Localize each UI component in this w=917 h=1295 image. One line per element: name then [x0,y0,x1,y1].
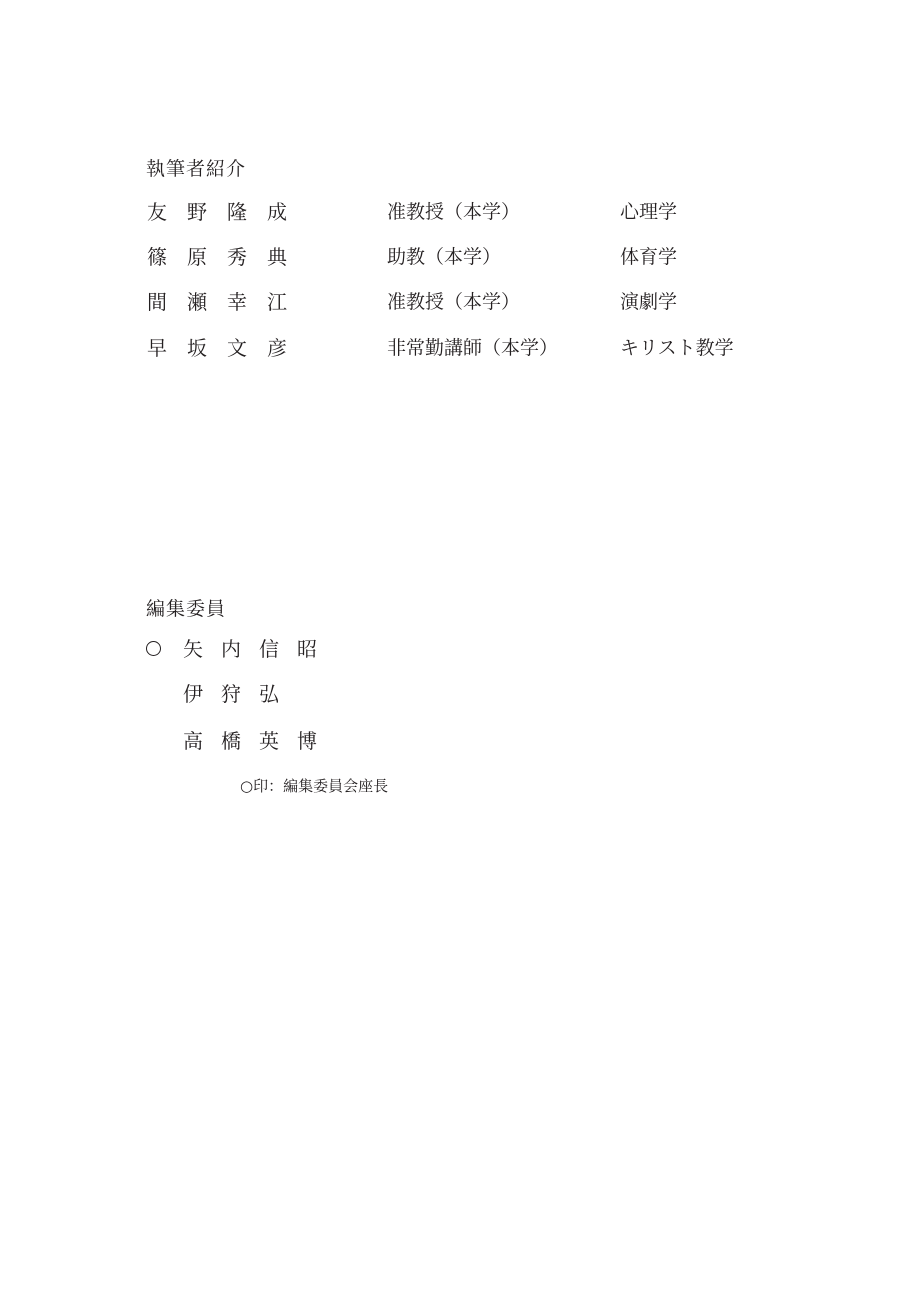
author-name-char: 江 [267,290,287,314]
author-row [0,334,917,364]
editors-section-heading: 編集委員 [146,598,227,620]
editor-row [0,727,917,757]
editor-row-chair [0,635,917,665]
author-name-char: 彦 [267,336,287,360]
author-title: 非常勤講師（本学） [387,337,559,359]
author-name-char: 幸 [227,290,247,314]
author-name-char: 篠 [147,245,167,269]
author-field: キリスト教学 [620,337,734,359]
author-row [0,243,917,273]
author-name-char: 坂 [187,336,207,360]
author-name-char: 典 [267,245,287,269]
author-name-char: 早 [147,336,167,360]
author-field: 演劇学 [620,291,678,313]
editor-name [182,635,342,665]
chair-note: ○印：編集委員会座長 [240,777,389,795]
author-name-char: 成 [267,200,287,224]
editor-name [182,680,342,710]
editor-name-char: 伊 [183,682,203,706]
editor-name-char: 英 [259,729,279,753]
editor-row [0,680,917,710]
author-name [146,198,306,228]
author-title: 助教（本学） [387,246,502,268]
author-title: 准教授（本学） [387,291,521,313]
author-name-char: 友 [147,200,167,224]
author-field: 体育学 [620,246,678,268]
chair-circle-icon [146,641,161,656]
authors-section-heading: 執筆者紹介 [146,158,247,180]
author-name-char: 間 [147,290,167,314]
editor-name-char: 矢 [183,637,203,661]
editor-name-char: 狩 [221,682,241,706]
editor-name [182,727,342,757]
author-name-char: 野 [187,200,207,224]
author-name [146,288,306,318]
author-name-char: 隆 [227,200,247,224]
author-field: 心理学 [620,201,678,223]
author-name-char: 瀬 [187,290,207,314]
author-name [146,334,306,364]
author-name-char: 文 [227,336,247,360]
author-name [146,243,306,273]
editor-name-char: 博 [297,729,317,753]
author-name-char: 原 [187,245,207,269]
editor-name-char: 橋 [221,729,241,753]
editor-name-char: 昭 [297,637,317,661]
editor-name-char: 内 [221,637,241,661]
author-title: 准教授（本学） [387,201,521,223]
author-name-char: 秀 [227,245,247,269]
author-row [0,198,917,228]
author-row [0,288,917,318]
editor-name-char: 高 [183,729,203,753]
editor-name-char: 信 [259,637,279,661]
editor-name-char: 弘 [259,682,279,706]
